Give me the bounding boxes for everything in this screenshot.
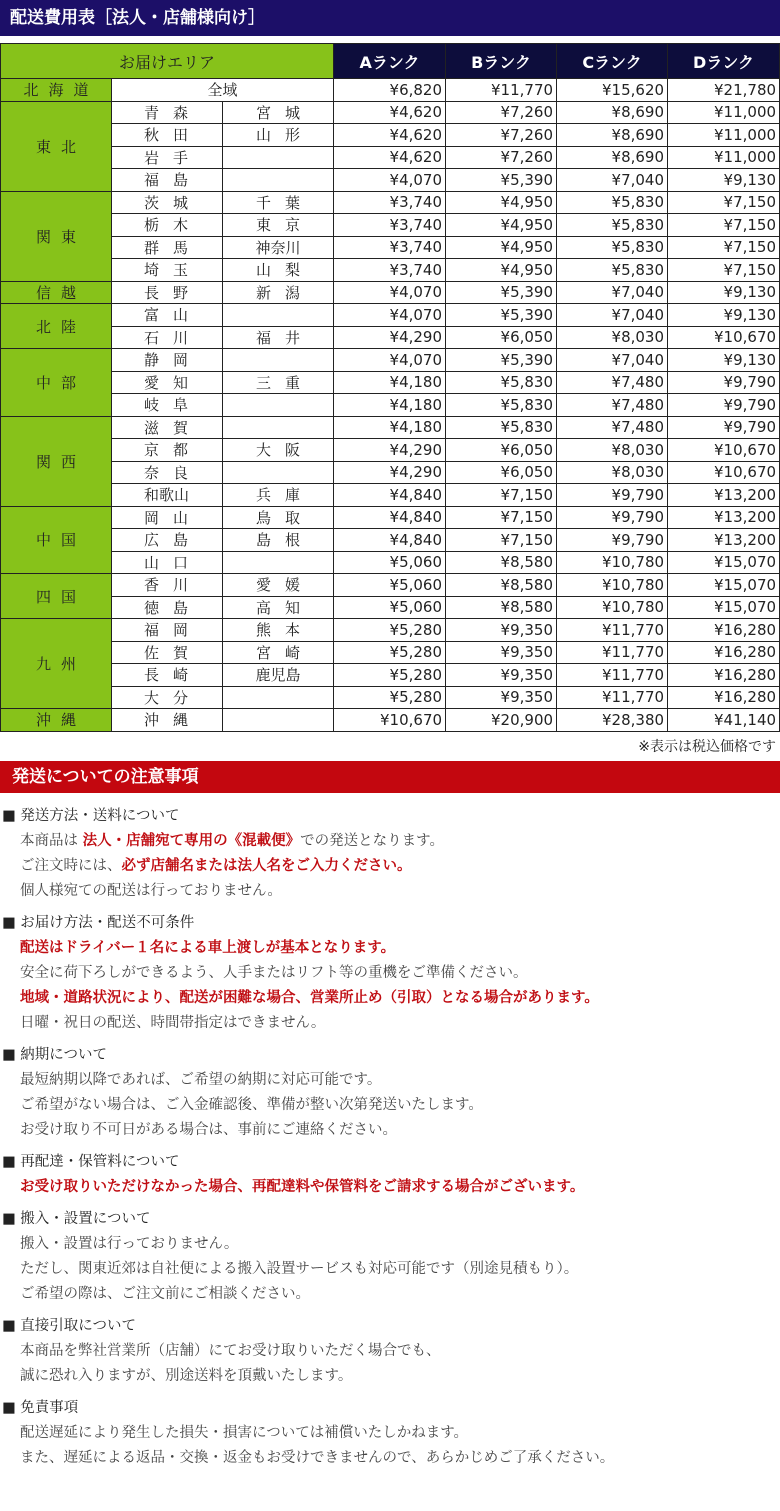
notice-section-title: 発送についての注意事項 xyxy=(0,761,780,793)
table-row xyxy=(1,596,780,619)
table-row xyxy=(1,664,780,687)
prefecture-cell: 広島 xyxy=(112,529,223,552)
price-cell: ¥4,070 xyxy=(334,281,446,304)
price-cell: ¥13,200 xyxy=(668,506,780,529)
table-row xyxy=(1,461,780,484)
prefecture-cell: 愛知 xyxy=(112,371,223,394)
price-cell: ¥11,770 xyxy=(446,79,557,102)
region-cell: 中部 xyxy=(1,349,112,417)
price-cell: ¥9,130 xyxy=(668,349,780,372)
notice-text: 本商品を弊社営業所（店舗）にてお受け取りいただく場合でも、 xyxy=(20,1343,441,1359)
price-cell: ¥15,620 xyxy=(557,79,668,102)
price-cell: ¥11,000 xyxy=(668,124,780,147)
notice-block xyxy=(0,1314,780,1389)
prefecture-cell: 山口 xyxy=(112,551,223,574)
price-cell: ¥13,200 xyxy=(668,529,780,552)
notice-text: 安全に荷下ろしができるよう、人手またはリフト等の重機をご準備ください。 xyxy=(20,965,528,981)
table-row xyxy=(1,506,780,529)
notice-line xyxy=(0,1282,780,1307)
price-cell: ¥4,950 xyxy=(446,214,557,237)
table-row xyxy=(1,259,780,282)
prefecture-cell: 愛媛 xyxy=(223,574,334,597)
price-cell: ¥15,070 xyxy=(668,574,780,597)
table-row xyxy=(1,236,780,259)
price-cell: ¥5,280 xyxy=(334,686,446,709)
table-row xyxy=(1,574,780,597)
price-cell: ¥7,040 xyxy=(557,281,668,304)
price-cell: ¥7,260 xyxy=(446,124,557,147)
price-cell: ¥8,690 xyxy=(557,146,668,169)
prefecture-cell: 福岡 xyxy=(112,619,223,642)
price-cell: ¥4,290 xyxy=(334,326,446,349)
price-cell: ¥6,050 xyxy=(446,439,557,462)
prefecture-cell: 三重 xyxy=(223,371,334,394)
prefecture-cell: 宮崎 xyxy=(223,641,334,664)
price-cell: ¥5,390 xyxy=(446,304,557,327)
prefecture-cell: 兵庫 xyxy=(223,484,334,507)
notice-line xyxy=(0,1175,780,1200)
notice-line xyxy=(0,1446,780,1471)
price-cell: ¥5,060 xyxy=(334,574,446,597)
notice-text: 個人様宛ての配送は行っておりません。 xyxy=(20,883,282,899)
table-row xyxy=(1,101,780,124)
notice-line xyxy=(0,1068,780,1093)
prefecture-cell: 青森 xyxy=(112,101,223,124)
region-cell: 中国 xyxy=(1,506,112,574)
price-cell: ¥4,620 xyxy=(334,146,446,169)
price-cell: ¥9,130 xyxy=(668,304,780,327)
prefecture-cell: 奈良 xyxy=(112,461,223,484)
prefecture-cell: 鹿児島 xyxy=(223,664,334,687)
region-cell: 沖縄 xyxy=(1,709,112,732)
price-cell: ¥8,030 xyxy=(557,461,668,484)
price-cell: ¥5,830 xyxy=(446,394,557,417)
notice-highlight-text: 配送はドライバー１名による車上渡しが基本となります。 xyxy=(20,940,396,956)
column-header-rank-d: Dランク xyxy=(668,44,780,79)
price-cell: ¥11,000 xyxy=(668,101,780,124)
price-cell: ¥21,780 xyxy=(668,79,780,102)
notice-line xyxy=(0,854,780,879)
price-cell: ¥11,770 xyxy=(557,686,668,709)
price-cell: ¥5,830 xyxy=(557,191,668,214)
price-cell: ¥7,150 xyxy=(446,529,557,552)
notice-highlight-text: 地域・道路状況により、配送が困難な場合、営業所止め（引取）となる場合があります。 xyxy=(20,990,599,1006)
prefecture-cell: 東京 xyxy=(223,214,334,237)
region-cell: 信越 xyxy=(1,281,112,304)
prefecture-cell: 群馬 xyxy=(112,236,223,259)
price-cell: ¥9,790 xyxy=(557,506,668,529)
price-cell: ¥4,620 xyxy=(334,124,446,147)
notice-heading: ■ 再配達・保管料について xyxy=(2,1154,180,1170)
prefecture-cell xyxy=(223,461,334,484)
price-cell: ¥10,670 xyxy=(668,439,780,462)
price-cell: ¥5,280 xyxy=(334,641,446,664)
table-row xyxy=(1,371,780,394)
shipping-rate-table xyxy=(0,43,780,732)
price-cell: ¥9,790 xyxy=(557,484,668,507)
notice-line xyxy=(0,1339,780,1364)
tax-note: ※表示は税込価格です xyxy=(638,739,776,755)
price-cell: ¥5,280 xyxy=(334,664,446,687)
region-cell: 四国 xyxy=(1,574,112,619)
price-cell: ¥7,150 xyxy=(446,484,557,507)
price-cell: ¥8,030 xyxy=(557,326,668,349)
table-row xyxy=(1,169,780,192)
price-cell: ¥4,290 xyxy=(334,461,446,484)
price-cell: ¥5,060 xyxy=(334,551,446,574)
prefecture-cell: 長崎 xyxy=(112,664,223,687)
notice-block xyxy=(0,1150,780,1200)
price-cell: ¥4,620 xyxy=(334,101,446,124)
price-cell: ¥4,840 xyxy=(334,529,446,552)
price-cell: ¥4,070 xyxy=(334,169,446,192)
prefecture-cell: 全域 xyxy=(112,79,334,102)
prefecture-cell: 岡山 xyxy=(112,506,223,529)
column-header-rank-a: Aランク xyxy=(334,44,446,79)
prefecture-cell xyxy=(223,709,334,732)
price-cell: ¥10,780 xyxy=(557,574,668,597)
region-cell: 九州 xyxy=(1,619,112,709)
price-cell: ¥9,790 xyxy=(668,416,780,439)
price-cell: ¥7,480 xyxy=(557,416,668,439)
price-cell: ¥9,790 xyxy=(557,529,668,552)
prefecture-cell: 熊本 xyxy=(223,619,334,642)
prefecture-cell: 静岡 xyxy=(112,349,223,372)
notice-heading: ■ 免責事項 xyxy=(2,1400,79,1416)
price-cell: ¥7,260 xyxy=(446,101,557,124)
price-cell: ¥41,140 xyxy=(668,709,780,732)
price-cell: ¥10,780 xyxy=(557,551,668,574)
price-cell: ¥15,070 xyxy=(668,596,780,619)
price-cell: ¥9,350 xyxy=(446,619,557,642)
notice-text: 配送遅延により発生した損失・損害については補償いたしかねます。 xyxy=(20,1425,469,1441)
price-cell: ¥8,690 xyxy=(557,124,668,147)
price-cell: ¥16,280 xyxy=(668,641,780,664)
table-row xyxy=(1,439,780,462)
price-cell: ¥4,840 xyxy=(334,484,446,507)
prefecture-cell: 香川 xyxy=(112,574,223,597)
table-row xyxy=(1,394,780,417)
price-cell: ¥8,580 xyxy=(446,574,557,597)
page-title: 配送費用表［法人・店舗様向け］ xyxy=(0,0,780,36)
notice-list xyxy=(0,804,780,1478)
notice-text: 最短納期以降であれば、ご希望の納期に対応可能です。 xyxy=(20,1072,382,1088)
notice-line xyxy=(0,936,780,961)
price-cell: ¥4,950 xyxy=(446,191,557,214)
notice-text: 誠に恐れ入りますが、別途送料を頂戴いたします。 xyxy=(20,1368,353,1384)
price-cell: ¥16,280 xyxy=(668,686,780,709)
price-cell: ¥10,670 xyxy=(668,326,780,349)
prefecture-cell: 高知 xyxy=(223,596,334,619)
price-cell: ¥10,670 xyxy=(334,709,446,732)
table-row xyxy=(1,79,780,102)
price-cell: ¥5,830 xyxy=(557,214,668,237)
prefecture-cell: 山梨 xyxy=(223,259,334,282)
price-cell: ¥7,040 xyxy=(557,169,668,192)
notice-text: ただし、関東近郊は自社便による搬入設置サービスも対応可能です（別途見積もり）。 xyxy=(20,1261,579,1277)
table-row xyxy=(1,349,780,372)
table-row xyxy=(1,191,780,214)
price-cell: ¥28,380 xyxy=(557,709,668,732)
price-cell: ¥9,790 xyxy=(668,371,780,394)
prefecture-cell xyxy=(223,686,334,709)
price-cell: ¥4,180 xyxy=(334,394,446,417)
notice-text: また、遅延による返品・交換・返金もお受けできませんので、あらかじめご了承ください。 xyxy=(20,1450,615,1466)
table-row xyxy=(1,619,780,642)
notice-block xyxy=(0,1396,780,1471)
column-header-area: お届けエリア xyxy=(1,44,334,79)
prefecture-cell: 千葉 xyxy=(223,191,334,214)
prefecture-cell: 宮城 xyxy=(223,101,334,124)
column-header-rank-b: Bランク xyxy=(446,44,557,79)
prefecture-cell: 岩手 xyxy=(112,146,223,169)
price-cell: ¥11,000 xyxy=(668,146,780,169)
notice-line xyxy=(0,1011,780,1036)
table-row xyxy=(1,484,780,507)
price-cell: ¥5,390 xyxy=(446,281,557,304)
price-cell: ¥3,740 xyxy=(334,259,446,282)
notice-line xyxy=(0,1232,780,1257)
prefecture-cell xyxy=(223,551,334,574)
notice-line xyxy=(0,1093,780,1118)
prefecture-cell xyxy=(223,304,334,327)
price-cell: ¥3,740 xyxy=(334,191,446,214)
prefecture-cell: 和歌山 xyxy=(112,484,223,507)
prefecture-cell: 沖縄 xyxy=(112,709,223,732)
notice-line xyxy=(0,1421,780,1446)
notice-text: お受け取り不可日がある場合は、事前にご連絡ください。 xyxy=(20,1122,397,1138)
price-cell: ¥7,150 xyxy=(668,259,780,282)
price-cell: ¥9,350 xyxy=(446,686,557,709)
prefecture-cell: 佐賀 xyxy=(112,641,223,664)
price-cell: ¥5,390 xyxy=(446,349,557,372)
notice-heading: ■ 直接引取について xyxy=(2,1318,137,1334)
price-cell: ¥13,200 xyxy=(668,484,780,507)
price-cell: ¥11,770 xyxy=(557,619,668,642)
price-cell: ¥5,830 xyxy=(446,416,557,439)
table-row xyxy=(1,146,780,169)
price-cell: ¥15,070 xyxy=(668,551,780,574)
price-cell: ¥4,180 xyxy=(334,371,446,394)
notice-text: ご希望がない場合は、ご入金確認後、準備が整い次第発送いたします。 xyxy=(20,1097,483,1113)
price-cell: ¥6,820 xyxy=(334,79,446,102)
notice-block xyxy=(0,1207,780,1307)
notice-highlight-text: お受け取りいただけなかった場合、再配達料や保管料をご請求する場合がございます。 xyxy=(20,1179,585,1195)
prefecture-cell xyxy=(223,416,334,439)
region-cell: 関東 xyxy=(1,191,112,281)
price-cell: ¥6,050 xyxy=(446,461,557,484)
region-cell: 関西 xyxy=(1,416,112,506)
price-cell: ¥16,280 xyxy=(668,619,780,642)
notice-line xyxy=(0,986,780,1011)
prefecture-cell: 神奈川 xyxy=(223,236,334,259)
prefecture-cell: 長野 xyxy=(112,281,223,304)
price-cell: ¥4,070 xyxy=(334,349,446,372)
notice-line xyxy=(0,879,780,904)
table-row xyxy=(1,124,780,147)
price-cell: ¥9,790 xyxy=(668,394,780,417)
price-cell: ¥9,350 xyxy=(446,641,557,664)
price-cell: ¥7,150 xyxy=(446,506,557,529)
prefecture-cell xyxy=(223,169,334,192)
price-cell: ¥5,280 xyxy=(334,619,446,642)
prefecture-cell: 京都 xyxy=(112,439,223,462)
notice-text: ご希望の際は、ご注文前にご相談ください。 xyxy=(20,1286,310,1302)
prefecture-cell: 栃木 xyxy=(112,214,223,237)
price-cell: ¥5,060 xyxy=(334,596,446,619)
notice-text: 本商品は xyxy=(20,833,83,849)
table-row xyxy=(1,641,780,664)
price-cell: ¥8,580 xyxy=(446,596,557,619)
price-cell: ¥7,260 xyxy=(446,146,557,169)
region-cell: 東北 xyxy=(1,101,112,191)
notice-text: 日曜・祝日の配送、時間帯指定はできません。 xyxy=(20,1015,326,1031)
prefecture-cell: 大阪 xyxy=(223,439,334,462)
notice-text: 搬入・設置は行っておりません。 xyxy=(20,1236,239,1252)
prefecture-cell: 富山 xyxy=(112,304,223,327)
notice-text: での発送となります。 xyxy=(300,833,444,849)
price-cell: ¥5,830 xyxy=(557,236,668,259)
prefecture-cell: 鳥取 xyxy=(223,506,334,529)
price-cell: ¥8,030 xyxy=(557,439,668,462)
prefecture-cell: 徳島 xyxy=(112,596,223,619)
prefecture-cell: 福井 xyxy=(223,326,334,349)
prefecture-cell xyxy=(223,146,334,169)
price-cell: ¥7,040 xyxy=(557,349,668,372)
notice-block xyxy=(0,1043,780,1143)
notice-heading: ■ 発送方法・送料について xyxy=(2,808,180,824)
price-cell: ¥9,130 xyxy=(668,281,780,304)
prefecture-cell: 島根 xyxy=(223,529,334,552)
table-row xyxy=(1,709,780,732)
table-header-row xyxy=(1,44,780,79)
table-row xyxy=(1,281,780,304)
price-cell: ¥4,840 xyxy=(334,506,446,529)
price-cell: ¥3,740 xyxy=(334,236,446,259)
price-cell: ¥10,670 xyxy=(668,461,780,484)
notice-line xyxy=(0,1257,780,1282)
price-cell: ¥6,050 xyxy=(446,326,557,349)
price-cell: ¥7,150 xyxy=(668,236,780,259)
notice-text: ご注文時には、 xyxy=(20,858,122,874)
prefecture-cell: 秋田 xyxy=(112,124,223,147)
table-row xyxy=(1,214,780,237)
price-cell: ¥4,180 xyxy=(334,416,446,439)
prefecture-cell: 岐阜 xyxy=(112,394,223,417)
price-cell: ¥5,830 xyxy=(446,371,557,394)
price-cell: ¥7,040 xyxy=(557,304,668,327)
notice-line xyxy=(0,1118,780,1143)
table-row xyxy=(1,416,780,439)
prefecture-cell: 石川 xyxy=(112,326,223,349)
price-cell: ¥7,150 xyxy=(668,214,780,237)
price-cell: ¥20,900 xyxy=(446,709,557,732)
price-cell: ¥10,780 xyxy=(557,596,668,619)
price-cell: ¥8,690 xyxy=(557,101,668,124)
notice-line xyxy=(0,829,780,854)
price-cell: ¥5,830 xyxy=(557,259,668,282)
notice-line xyxy=(0,1364,780,1389)
table-row xyxy=(1,326,780,349)
notice-highlight-text: 必ず店舗名または法人名をご入力ください。 xyxy=(121,858,412,874)
prefecture-cell: 埼玉 xyxy=(112,259,223,282)
prefecture-cell: 滋賀 xyxy=(112,416,223,439)
region-cell: 北陸 xyxy=(1,304,112,349)
price-cell: ¥4,950 xyxy=(446,236,557,259)
price-cell: ¥11,770 xyxy=(557,664,668,687)
price-cell: ¥7,480 xyxy=(557,371,668,394)
price-cell: ¥4,950 xyxy=(446,259,557,282)
price-cell: ¥16,280 xyxy=(668,664,780,687)
price-cell: ¥5,390 xyxy=(446,169,557,192)
price-cell: ¥11,770 xyxy=(557,641,668,664)
notice-heading: ■ 搬入・設置について xyxy=(2,1211,151,1227)
price-cell: ¥4,290 xyxy=(334,439,446,462)
price-cell: ¥7,480 xyxy=(557,394,668,417)
price-cell: ¥8,580 xyxy=(446,551,557,574)
prefecture-cell: 新潟 xyxy=(223,281,334,304)
notice-heading: ■ 納期について xyxy=(2,1047,108,1063)
table-row xyxy=(1,529,780,552)
notice-line xyxy=(0,961,780,986)
table-row xyxy=(1,686,780,709)
prefecture-cell: 山形 xyxy=(223,124,334,147)
table-row xyxy=(1,551,780,574)
notice-highlight-text: 法人・店舗宛て専用の《混載便》 xyxy=(82,833,301,849)
prefecture-cell: 福島 xyxy=(112,169,223,192)
price-cell: ¥4,070 xyxy=(334,304,446,327)
price-cell: ¥9,350 xyxy=(446,664,557,687)
region-cell: 北海道 xyxy=(1,79,112,102)
notice-heading: ■ お届け方法・配送不可条件 xyxy=(2,915,195,931)
price-cell: ¥3,740 xyxy=(334,214,446,237)
prefecture-cell: 大分 xyxy=(112,686,223,709)
rate-table-body xyxy=(1,79,780,732)
prefecture-cell xyxy=(223,394,334,417)
prefecture-cell xyxy=(223,349,334,372)
price-cell: ¥9,130 xyxy=(668,169,780,192)
prefecture-cell: 茨城 xyxy=(112,191,223,214)
column-header-rank-c: Cランク xyxy=(557,44,668,79)
notice-block xyxy=(0,911,780,1036)
notice-block xyxy=(0,804,780,904)
price-cell: ¥7,150 xyxy=(668,191,780,214)
table-row xyxy=(1,304,780,327)
